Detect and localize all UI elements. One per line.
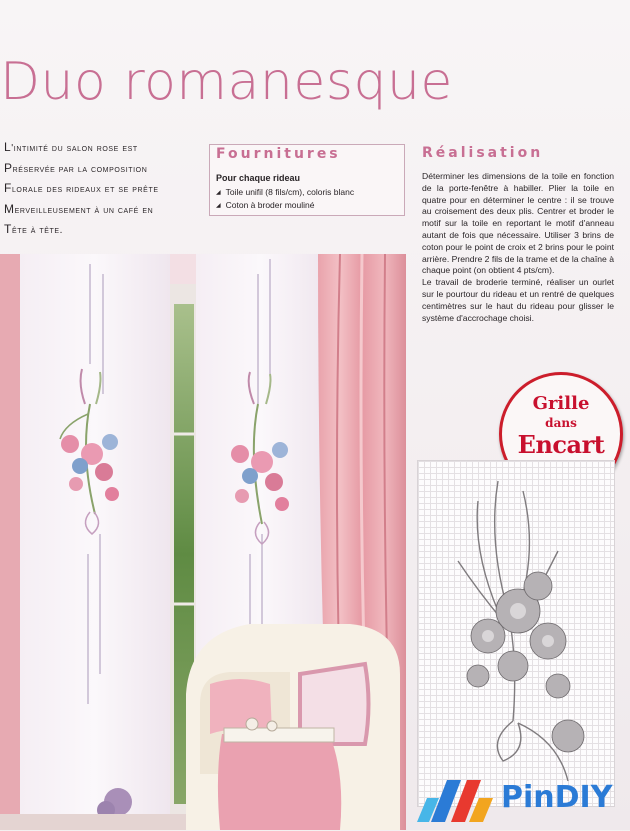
bullet-icon: ◢: [216, 190, 221, 196]
fournitures-heading: Fournitures: [216, 146, 341, 162]
intro-line: Tête à tête.: [4, 222, 64, 236]
badge-line: Grille: [532, 393, 590, 414]
curtains-photo: [0, 254, 406, 830]
realisation-paragraph: Le travail de broderie terminé, réaliser un ourlet sur le pourtour du rideau et un rentré de quelques centimètres sur le haut du rideau pour glisser le système d'accrochage choisi.: [422, 277, 614, 323]
intro-text: [4, 138, 200, 241]
fournitures-list: [216, 186, 354, 212]
list-item: ◢ Toile unifil (8 fils/cm), coloris blanc: [216, 187, 355, 197]
curtains-photo-illustration: [0, 254, 406, 830]
cross-stitch-chart: [417, 460, 615, 807]
fournitures-box: [209, 144, 405, 216]
intro-line: Préservée par la composition: [4, 160, 148, 175]
intro-line: L'intimité du salon rose est: [4, 140, 138, 154]
intro-line: Merveilleusement à un café en: [4, 201, 154, 216]
list-item: ◢ Coton à broder mouliné: [216, 200, 315, 210]
page-title: Duo romanesque: [0, 52, 453, 112]
pindiy-logo: [413, 776, 628, 826]
bullet-icon: ◢: [216, 203, 221, 209]
fournitures-subtitle: Pour chaque rideau: [216, 173, 301, 183]
pindiy-mark-icon: [413, 776, 499, 826]
watermark-text: PinDIY: [501, 780, 613, 815]
realisation-paragraph: Déterminer les dimensions de la toile en fonction de la porte-fenêtre à habiller. Plier la toile en quatre pour en déterminer le centre : il se trouve au croisement des deux plis. Centrer et broder le motif sur la toile en reportant le motif d'anneau autant de fois que nécessaire. Utiliser 3 brins de coton pour le point de croix et 2 brins pour le point arrière. Prendre 2 fils de la trame et de la chaîne à chaque point (on obtient 4 pts/cm).: [422, 171, 614, 276]
chart-motif-illustration: [418, 461, 614, 806]
badge-line: dans: [545, 416, 577, 430]
realisation-heading: Réalisation: [422, 145, 544, 161]
intro-line: Florale des rideaux et se prête: [4, 181, 159, 195]
realisation-text: [422, 171, 614, 324]
badge-line: Encart: [517, 430, 605, 459]
